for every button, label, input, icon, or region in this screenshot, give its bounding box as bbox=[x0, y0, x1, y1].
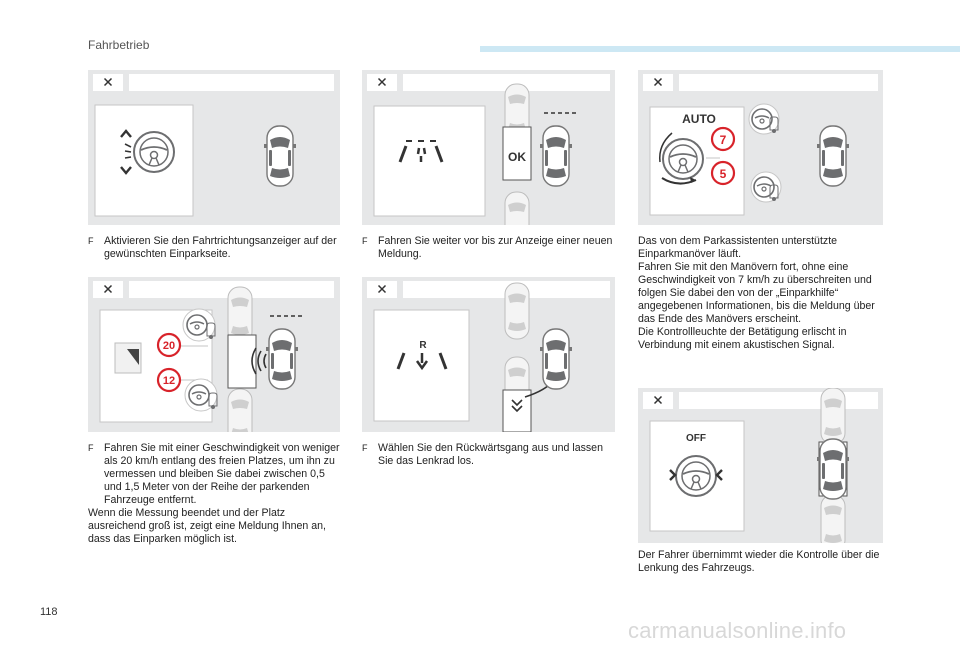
parked-car bbox=[228, 389, 252, 432]
speed-badge-label: 5 bbox=[719, 167, 727, 181]
ok-label: OK bbox=[508, 150, 526, 164]
gear-label: R bbox=[419, 340, 427, 351]
instruction-text: F Aktivieren Sie den Fahrtrichtungsanzeiger auf der gewünschten Einparkseite. bbox=[88, 235, 337, 260]
close-icon bbox=[105, 79, 112, 86]
diagram-turn-signal bbox=[88, 70, 340, 225]
parked-car bbox=[821, 495, 845, 543]
watermark: carmanualsonline.info bbox=[628, 618, 847, 643]
page-number: 118 bbox=[40, 606, 58, 618]
parked-car bbox=[821, 388, 845, 444]
car-icon bbox=[817, 439, 849, 499]
diagram-system-off bbox=[638, 388, 883, 543]
bullet-icon: F bbox=[88, 443, 94, 453]
display-screen bbox=[374, 106, 485, 216]
speed-badge-label: 7 bbox=[719, 133, 727, 147]
close-icon bbox=[655, 79, 662, 86]
instruction-text: Der Fahrer übernimmt wieder die Kontrolle über die Lenkung des Fahrzeugs. bbox=[638, 549, 880, 574]
steering-wheel-icon bbox=[134, 132, 174, 172]
close-icon bbox=[655, 397, 662, 404]
speed-badge-label: 12 bbox=[162, 375, 176, 387]
diagram-measure-space bbox=[88, 277, 340, 432]
close-icon bbox=[105, 286, 112, 293]
section-title: Fahrbetrieb bbox=[88, 38, 150, 52]
instruction-text: F Fahren Sie mit einer Geschwindigkeit von weniger als 20 km/h entlang des freien Platzes, um ihn zu vermessen und bleiben Sie dabei zwischen 0,5 und 1,5 Meter von der Reihe der parkenden Fahrzeuge entfernt. Wenn die Messung beendet und der Platz ausreichend groß ist, zeigt eine Meldung Ihnen an, dass das Einparken möglich ist. bbox=[88, 442, 340, 545]
instruction-text: Das von dem Parkassistenten unterstützte Einparkmanöver läuft. Fahren Sie mit den Manövern fort, ohne eine Geschwindigkeit von 7 km/h zu überschreiten und folgen Sie dabei den von der „Einparkhilfe“ angegebenen Informationen, bis die Meldung über das Ende des Manövers erscheint. Die Kontrollleuchte der Betätigung erlischt in Verbindung mit einem akustischen Signal. bbox=[638, 235, 875, 351]
car-icon bbox=[817, 126, 849, 186]
car-icon bbox=[266, 329, 298, 389]
car-icon bbox=[264, 126, 296, 186]
parking-icon bbox=[115, 343, 141, 373]
car-icon bbox=[540, 329, 572, 389]
parked-car bbox=[505, 283, 529, 339]
diagram-reverse-gear bbox=[362, 277, 615, 432]
instruction-text: F Wählen Sie den Rückwärtsgang aus und lassen Sie das Lenkrad los. bbox=[362, 442, 603, 467]
auto-label: AUTO bbox=[682, 112, 716, 126]
car-icon bbox=[540, 126, 572, 186]
header-accent-bar bbox=[480, 46, 960, 52]
steering-wheel-icon bbox=[676, 456, 716, 496]
close-icon bbox=[379, 79, 386, 86]
instruction-text: F Fahren Sie weiter vor bis zur Anzeige einer neuen Meldung. bbox=[362, 235, 613, 260]
steering-wheel-icon bbox=[663, 139, 703, 179]
bullet-icon: F bbox=[362, 443, 368, 453]
bullet-icon: F bbox=[88, 236, 94, 246]
parked-car bbox=[505, 192, 529, 225]
bullet-icon: F bbox=[362, 236, 368, 246]
off-label: OFF bbox=[686, 433, 706, 444]
diagram-drive-forward bbox=[362, 70, 615, 225]
speed-badge-label: 20 bbox=[162, 340, 176, 352]
close-icon bbox=[379, 286, 386, 293]
diagram-auto-maneuver bbox=[638, 70, 883, 225]
